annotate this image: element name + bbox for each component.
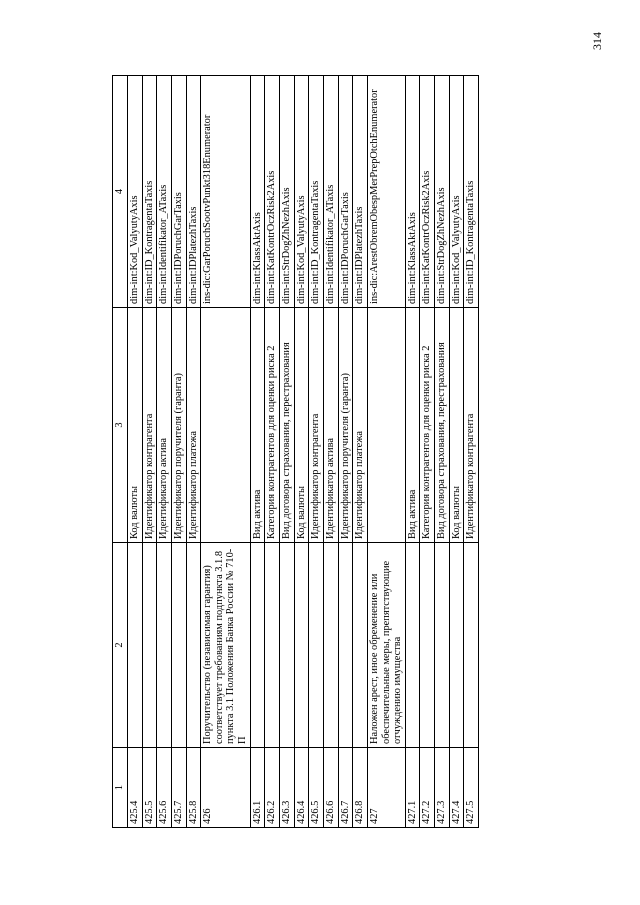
attribute-cell — [367, 308, 405, 543]
indicator-name-cell — [171, 543, 186, 748]
indicator-name-cell — [405, 543, 420, 748]
dimension-cell: dim-int:IDPoruchGarTaxis — [338, 76, 353, 308]
table-row — [294, 76, 309, 828]
dimension-cell: ins-dic:GarPoruchSootvPunkt318Enumerator — [201, 76, 251, 308]
table-row — [435, 76, 450, 828]
table-row — [449, 76, 464, 828]
table-row — [464, 76, 479, 828]
table-row — [280, 76, 295, 828]
attribute-cell: Идентификатор поручителя (гаранта) — [338, 308, 353, 543]
table-row — [265, 76, 280, 828]
attribute-cell: Идентификатор поручителя (гаранта) — [171, 308, 186, 543]
dimension-cell: dim-int:Kod_ValyutyAxis — [128, 76, 143, 308]
indicator-name-cell — [464, 543, 479, 748]
attribute-cell: Идентификатор контрагента — [464, 308, 479, 543]
indicator-name-cell — [294, 543, 309, 748]
indicator-name-cell — [265, 543, 280, 748]
row-number-cell: 427.3 — [435, 748, 450, 828]
indicator-name-cell — [157, 543, 172, 748]
dimension-cell: dim-int:IDPlatezhTaxis — [186, 76, 201, 308]
table-body — [113, 76, 479, 828]
indicator-name-cell — [186, 543, 201, 748]
row-number-cell: 427.5 — [464, 748, 479, 828]
attribute-cell: Идентификатор актива — [323, 308, 338, 543]
attribute-cell: Вид договора страхования, перестрахования — [435, 308, 450, 543]
table-row — [338, 76, 353, 828]
table-row — [128, 76, 143, 828]
row-number-cell: 427.4 — [449, 748, 464, 828]
attribute-cell: Идентификатор платежа — [186, 308, 201, 543]
row-number-cell: 426.1 — [250, 748, 265, 828]
row-number-cell: 426.4 — [294, 748, 309, 828]
table-row — [309, 76, 324, 828]
indicator-name-cell — [250, 543, 265, 748]
attribute-cell: Категория контрагентов для оценки риска 2 — [420, 308, 435, 543]
attribute-cell — [201, 308, 251, 543]
dimension-cell: dim-int:Kod_ValyutyAxis — [294, 76, 309, 308]
dimension-cell: ins-dic:ArestObremObespMerPrepOtchEnumerator — [367, 76, 405, 308]
dimension-cell: dim-int:IDPoruchGarTaxis — [171, 76, 186, 308]
indicator-name-cell — [353, 543, 368, 748]
table-row — [157, 76, 172, 828]
indicator-name-cell — [142, 543, 157, 748]
row-number-cell: 426 — [201, 748, 251, 828]
attribute-cell: Код валюты — [294, 308, 309, 543]
table-row — [171, 76, 186, 828]
table-row — [186, 76, 201, 828]
attribute-cell: Идентификатор контрагента — [309, 308, 324, 543]
table-row — [201, 76, 251, 828]
document-table — [112, 75, 479, 828]
dimension-cell: dim-int:ID_KontragentaTaxis — [309, 76, 324, 308]
attribute-cell: Вид актива — [250, 308, 265, 543]
row-number-cell: 427 — [367, 748, 405, 828]
row-number-cell: 426.8 — [353, 748, 368, 828]
table-row — [142, 76, 157, 828]
dimension-cell: dim-int:StrDogZhNezhAxis — [435, 76, 450, 308]
dimension-cell: dim-int:ID_KontragentaTaxis — [142, 76, 157, 308]
row-number-cell: 427.1 — [405, 748, 420, 828]
dimension-cell: dim-int:KlassAktAxis — [250, 76, 265, 308]
row-number-cell: 425.7 — [171, 748, 186, 828]
indicator-name-cell — [449, 543, 464, 748]
indicator-name-cell: Наложен арест, иное обременение или обеспечительные меры, препятствующие отчуждению имущества — [367, 543, 405, 748]
table-row — [405, 76, 420, 828]
attribute-cell: Идентификатор актива — [157, 308, 172, 543]
indicator-name-cell — [128, 543, 143, 748]
row-number-cell: 426.2 — [265, 748, 280, 828]
dimension-cell: dim-int:KatKontrOczRisk2Axis — [420, 76, 435, 308]
row-number-cell: 425.5 — [142, 748, 157, 828]
attribute-cell: Код валюты — [449, 308, 464, 543]
header-col-3: 3 — [113, 308, 128, 543]
row-number-cell: 425.4 — [128, 748, 143, 828]
dimension-cell: dim-int:IDPlatezhTaxis — [353, 76, 368, 308]
header-col-1: 1 — [113, 748, 128, 828]
indicator-name-cell — [338, 543, 353, 748]
indicator-name-cell: Поручительство (независимая гарантия) соответствует требованиям подпункта 3.1.8 пункта 3.1 Положения Банка России № 710-П — [201, 543, 251, 748]
row-number-cell: 426.7 — [338, 748, 353, 828]
dimension-cell: dim-int:ID_KontragentaTaxis — [464, 76, 479, 308]
row-number-cell: 425.8 — [186, 748, 201, 828]
row-number-cell: 426.5 — [309, 748, 324, 828]
indicator-name-cell — [420, 543, 435, 748]
row-number-cell: 426.6 — [323, 748, 338, 828]
header-row — [113, 76, 128, 828]
attribute-cell: Идентификатор платежа — [353, 308, 368, 543]
table-row — [323, 76, 338, 828]
table-row — [353, 76, 368, 828]
page-number: 314 — [590, 32, 604, 50]
dimension-cell: dim-int:KatKontrOczRisk2Axis — [265, 76, 280, 308]
attribute-cell: Вид актива — [405, 308, 420, 543]
indicator-name-cell — [309, 543, 324, 748]
row-number-cell: 427.2 — [420, 748, 435, 828]
dimension-cell: dim-int:StrDogZhNezhAxis — [280, 76, 295, 308]
row-number-cell: 425.6 — [157, 748, 172, 828]
table-row — [367, 76, 405, 828]
header-col-2: 2 — [113, 543, 128, 748]
table-row — [250, 76, 265, 828]
dimension-cell: dim-int:Identifikator_ATaxis — [323, 76, 338, 308]
indicator-name-cell — [435, 543, 450, 748]
attribute-cell: Вид договора страхования, перестрахования — [280, 308, 295, 543]
dimension-cell: dim-int:Identifikator_ATaxis — [157, 76, 172, 308]
row-number-cell: 426.3 — [280, 748, 295, 828]
indicator-name-cell — [280, 543, 295, 748]
table-row — [420, 76, 435, 828]
attribute-cell: Код валюты — [128, 308, 143, 543]
dimension-cell: dim-int:Kod_ValyutyAxis — [449, 76, 464, 308]
dimension-cell: dim-int:KlassAktAxis — [405, 76, 420, 308]
attribute-cell: Идентификатор контрагента — [142, 308, 157, 543]
indicator-name-cell — [323, 543, 338, 748]
attribute-cell: Категория контрагентов для оценки риска 2 — [265, 308, 280, 543]
header-col-4: 4 — [113, 76, 128, 308]
